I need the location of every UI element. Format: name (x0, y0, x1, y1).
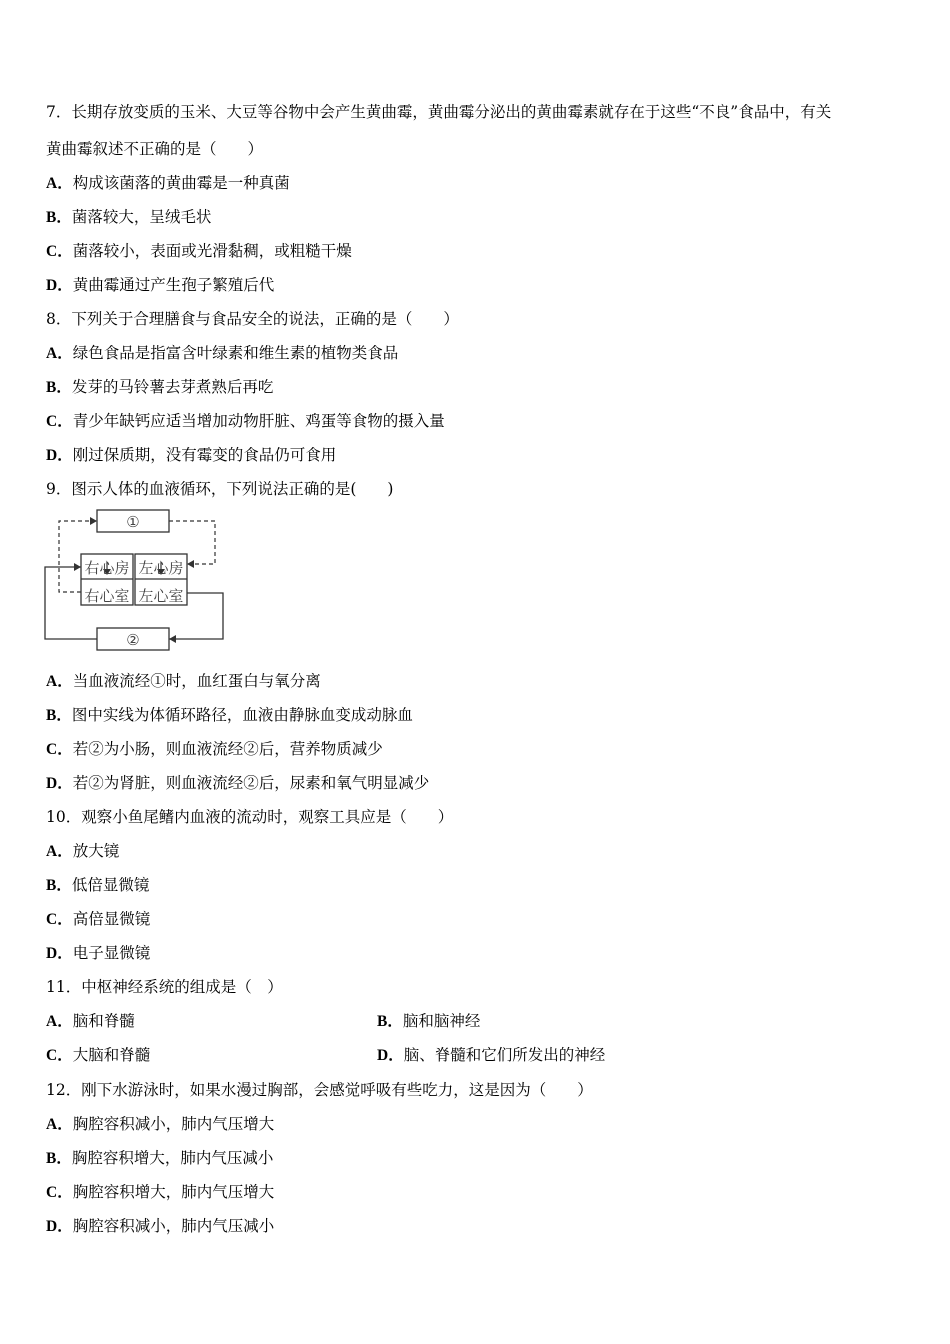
q11-option-a[interactable] (46, 1011, 135, 1032)
q11-option-b[interactable] (377, 1011, 480, 1032)
option-text: 脑、脊髓和它们所发出的神经 (403, 1046, 606, 1064)
q7-option-b[interactable] (46, 207, 211, 228)
option-letter: D． (46, 775, 73, 792)
option-letter: C． (46, 243, 73, 260)
option-text: 菌落较小，表面或光滑黏稠，或粗糙干燥 (72, 242, 352, 260)
option-text: 图中实线为体循环路径，血液由静脉血变成动脉血 (71, 706, 413, 724)
option-text: 黄曲霉通过产生孢子繁殖后代 (72, 276, 275, 294)
option-letter: C． (46, 1184, 73, 1201)
option-letter: C． (46, 413, 73, 430)
option-letter: A． (46, 1013, 73, 1030)
option-text: 胸腔容积增大，肺内气压增大 (72, 1183, 275, 1201)
q12-stem: 12．刚下水游泳时，如果水漫过胸部，会感觉呼吸有些吃力，这是因为（ ） (46, 1081, 593, 1099)
q9-stem: 9．图示人体的血液循环，下列说法正确的是( ) (46, 480, 394, 498)
option-letter: D． (46, 945, 73, 962)
q8-option-a[interactable] (46, 343, 398, 364)
option-letter: D． (46, 447, 73, 464)
option-text: 电子显微镜 (72, 944, 151, 962)
q7-stem-line2: 黄曲霉叙述不正确的是（ ） (46, 140, 264, 158)
q11-option-c[interactable] (46, 1045, 150, 1066)
option-letter: C． (46, 741, 73, 758)
q8-option-d[interactable] (46, 445, 336, 466)
option-text: 胸腔容积减小，肺内气压减小 (72, 1217, 275, 1235)
q11-stem: 11．中枢神经系统的组成是（ ） (46, 978, 283, 996)
option-text: 青少年缺钙应适当增加动物肝脏、鸡蛋等食物的摄入量 (72, 412, 445, 430)
option-letter: A． (46, 175, 73, 192)
option-letter: B． (46, 1150, 72, 1167)
q12-option-d[interactable] (46, 1216, 274, 1237)
option-text: 绿色食品是指富含叶绿素和维生素的植物类食品 (72, 344, 399, 362)
q8-option-b[interactable] (46, 377, 273, 398)
blood-circulation-diagram (43, 507, 229, 652)
q12-option-c[interactable] (46, 1182, 274, 1203)
q9-option-a[interactable] (46, 671, 321, 692)
option-text: 菌落较大，呈绒毛状 (71, 208, 212, 226)
option-letter: A． (46, 843, 73, 860)
option-text: 脑和脊髓 (72, 1012, 135, 1030)
option-letter: C． (46, 911, 73, 928)
option-letter: D． (377, 1047, 404, 1064)
q8-option-c[interactable] (46, 411, 445, 432)
q10-stem: 10．观察小鱼尾鳍内血液的流动时，观察工具应是（ ） (46, 808, 454, 826)
option-text: 胸腔容积增大，肺内气压减小 (71, 1149, 274, 1167)
q12-option-b[interactable] (46, 1148, 273, 1169)
q7-option-c[interactable] (46, 241, 352, 262)
q7-option-d[interactable] (46, 275, 274, 296)
option-text: 胸腔容积减小，肺内气压增大 (72, 1115, 275, 1133)
option-text: 大脑和脊髓 (72, 1046, 151, 1064)
option-letter: B． (46, 209, 72, 226)
option-letter: C． (46, 1047, 73, 1064)
q8-stem: 8．下列关于合理膳食与食品安全的说法，正确的是（ ） (46, 310, 459, 328)
label-2: ② (126, 631, 140, 649)
arrowheads (74, 517, 194, 643)
option-text: 发芽的马铃薯去芽煮熟后再吃 (71, 378, 274, 396)
q9-option-c[interactable] (46, 739, 383, 760)
q7-option-a[interactable] (46, 173, 290, 194)
option-text: 脑和脑神经 (402, 1012, 481, 1030)
option-text: 若②为小肠，则血液流经②后，营养物质减少 (72, 740, 383, 758)
label-1: ① (126, 513, 140, 531)
label-left-atrium: 左心房 (138, 559, 184, 577)
option-letter: B． (46, 707, 72, 724)
option-letter: A． (46, 673, 73, 690)
option-letter: B． (377, 1013, 403, 1030)
option-text: 当血液流经①时，血红蛋白与氧分离 (72, 672, 321, 690)
q12-option-a[interactable] (46, 1114, 274, 1135)
label-right-atrium: 右心房 (84, 559, 130, 577)
q10-option-c[interactable] (46, 909, 150, 930)
q9-option-b[interactable] (46, 705, 413, 726)
q7-stem-line1: 7．长期存放变质的玉米、大豆等谷物中会产生黄曲霉，黄曲霉分泌出的黄曲霉素就存在于这些“不良”食品中，有关 (46, 103, 832, 121)
option-text: 低倍显微镜 (71, 876, 150, 894)
option-text: 若②为肾脏，则血液流经②后，尿素和氧气明显减少 (72, 774, 430, 792)
q11-option-d[interactable] (377, 1045, 605, 1066)
q9-option-d[interactable] (46, 773, 429, 794)
option-text: 高倍显微镜 (72, 910, 151, 928)
label-left-ventricle: 左心室 (138, 587, 184, 605)
option-text: 放大镜 (72, 842, 120, 860)
label-right-ventricle: 右心室 (84, 587, 130, 605)
option-letter: B． (46, 877, 72, 894)
q10-option-d[interactable] (46, 943, 150, 964)
option-letter: A． (46, 1116, 73, 1133)
option-letter: D． (46, 277, 73, 294)
option-text: 构成该菌落的黄曲霉是一种真菌 (72, 174, 290, 192)
option-text: 刚过保质期，没有霉变的食品仍可食用 (72, 446, 337, 464)
q10-option-a[interactable] (46, 841, 119, 862)
option-letter: B． (46, 379, 72, 396)
option-letter: A． (46, 345, 73, 362)
option-letter: D． (46, 1218, 73, 1235)
q10-option-b[interactable] (46, 875, 149, 896)
